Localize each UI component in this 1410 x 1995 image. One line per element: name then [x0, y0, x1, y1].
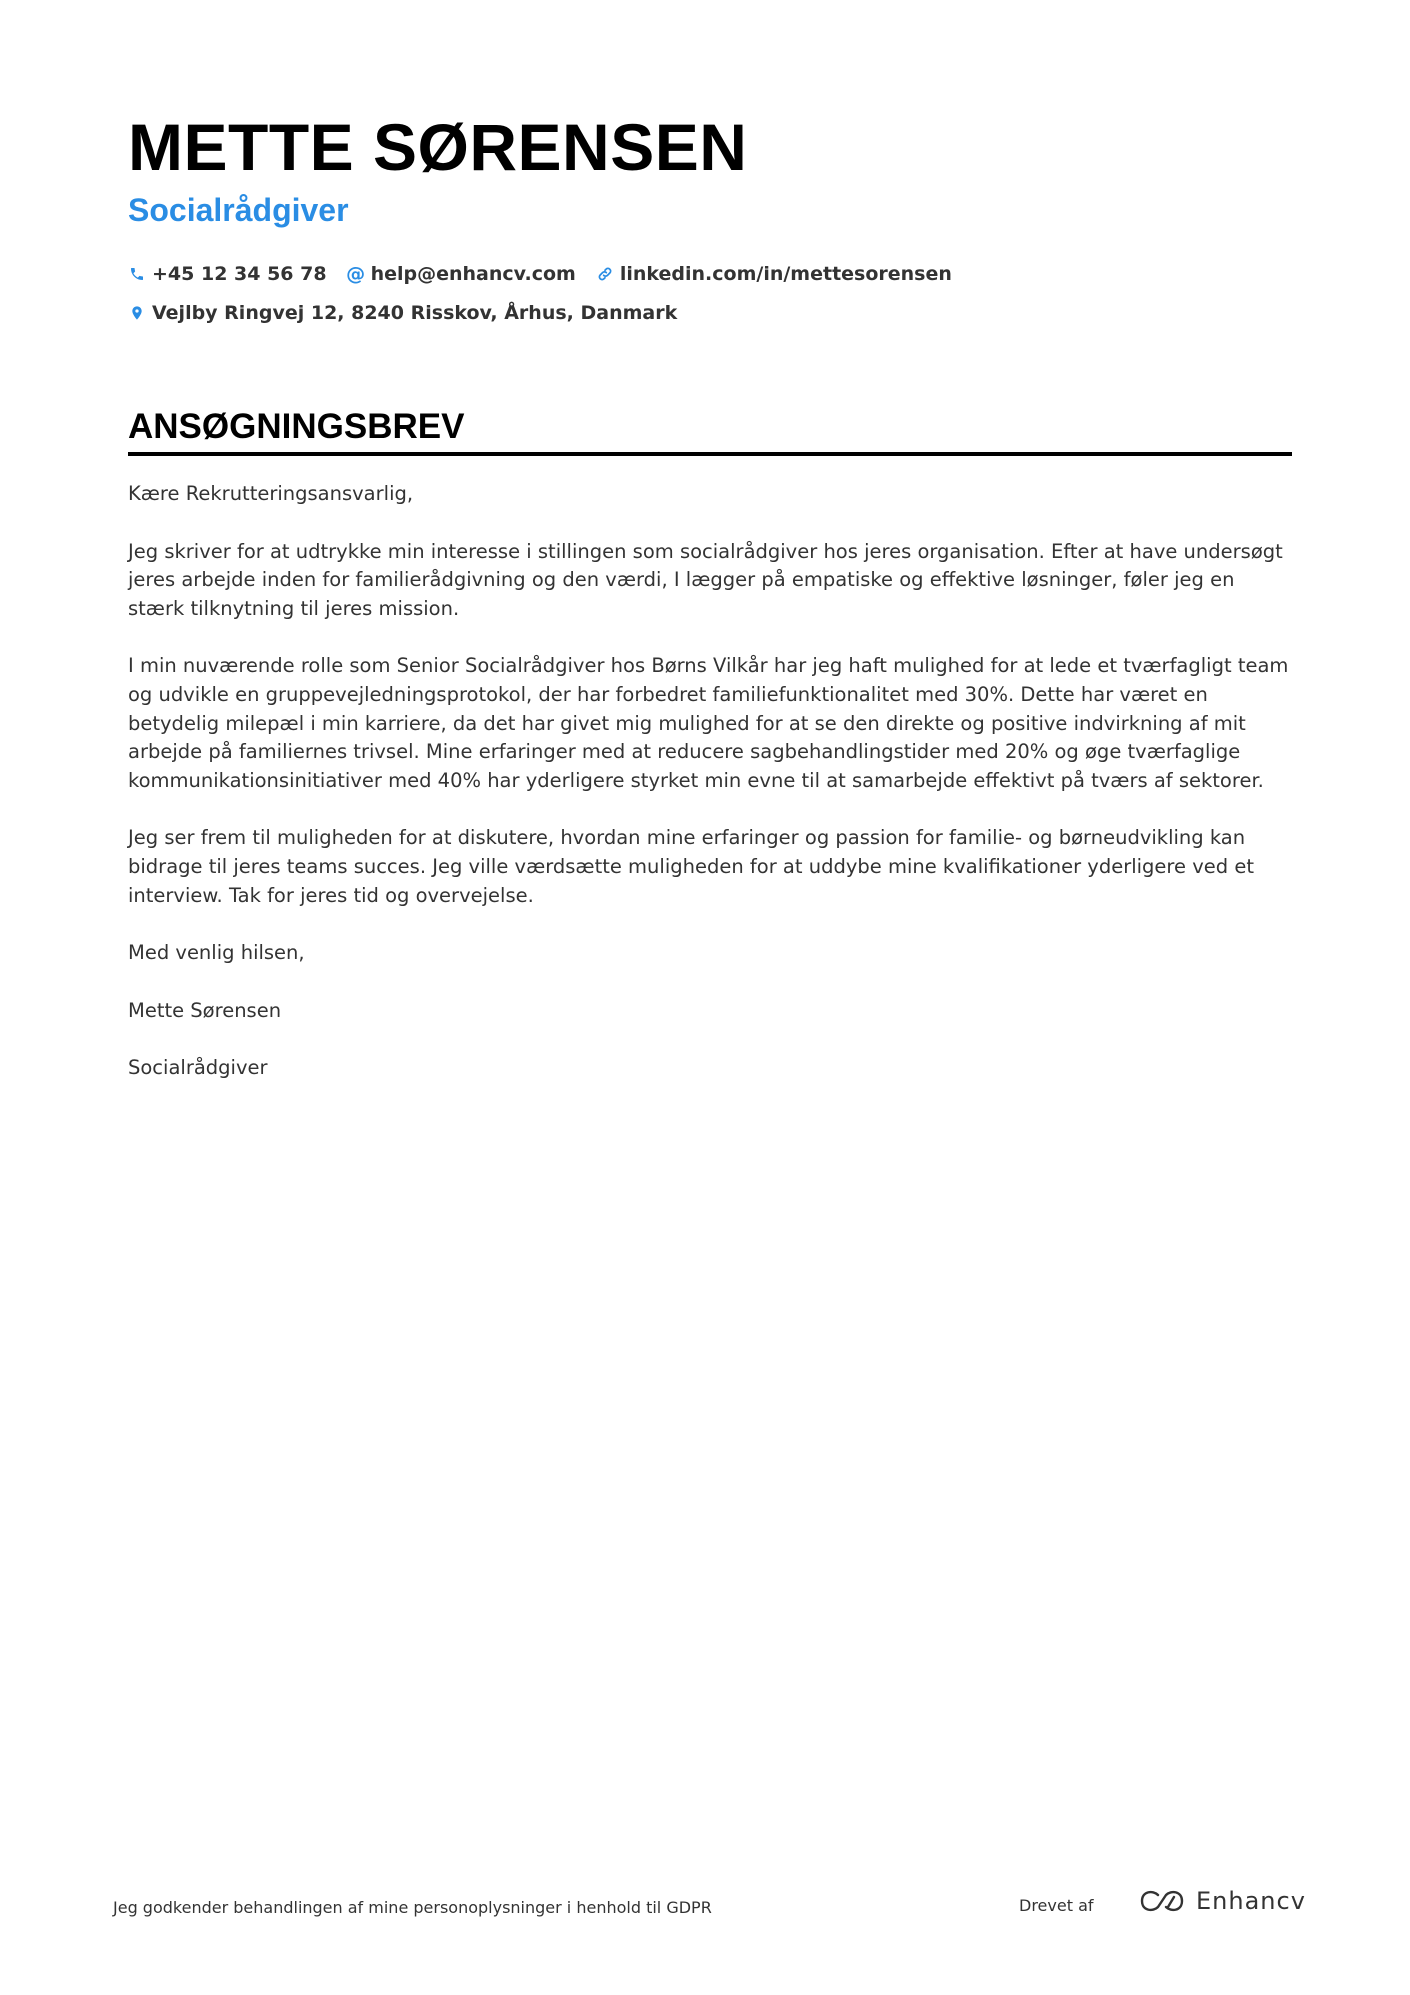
- signature-title: Socialrådgiver: [128, 1056, 268, 1080]
- footer: [113, 1880, 1306, 1930]
- powered-by-label: Drevet af: [1019, 1896, 1094, 1915]
- header: [128, 110, 1292, 332]
- section-title: ANSØGNINGSBREV: [128, 406, 1292, 456]
- phone-icon: [128, 265, 146, 283]
- letter-greeting: Kære Rekrutteringsansvarlig,: [128, 482, 414, 505]
- address: Vejlby Ringvej 12, 8240 Risskov, Århus, Danmark: [152, 301, 678, 324]
- contact-info: [128, 254, 1292, 332]
- phone-number: +45 12 34 56 78: [152, 262, 327, 285]
- job-title: Socialrådgiver: [128, 192, 349, 228]
- letter-paragraph-2: I min nuværende rolle som Senior Socialrådgiver hos Børns Vilkår har jeg haft mulighed for at lede et tværfagligt team og udvikle en gruppevejledningsprotokol, der har forbedret familiefunktionalitet med 30%. Dette har været en betydelig milepæl i min karriere, da det har givet mig mulighed for at se den direkte og positive indvirkning af mit arbejde på familiernes trivsel. Mine erfaringer med at reducere sagbehandlingstider med 20% og øge tværfaglige kommunikationsinitiativer med 40% har yderligere styrket min evne til at samarbejde effektivt på tværs af sektorer.: [128, 654, 1289, 792]
- cover-letter-section: [128, 406, 1292, 1112]
- address-contact: [128, 302, 677, 324]
- phone-contact: [128, 263, 327, 285]
- letter-body: [128, 480, 1292, 1083]
- at-icon: @: [346, 262, 366, 285]
- letter-paragraph-1: Jeg skriver for at udtrykke min interesse i stillingen som socialrådgiver hos jeres organisation. Efter at have undersøgt jeres arbejde inden for familierådgivning og den værdi, I lægger på empatiske og effektive løsninger, føler jeg en stærk tilknytning til jeres mission.: [128, 539, 1283, 620]
- email-contact: [347, 263, 576, 285]
- gdpr-consent: Jeg godkender behandlingen af mine personoplysninger i henhold til GDPR: [113, 1898, 712, 1917]
- link-icon: [596, 265, 614, 283]
- linkedin-url[interactable]: linkedin.com/in/mettesorensen: [619, 262, 952, 285]
- brand-name: Enhancv: [1196, 1887, 1306, 1915]
- email-address[interactable]: help@enhancv.com: [370, 262, 576, 285]
- applicant-name: METTE SØRENSEN: [128, 110, 748, 184]
- brand-logo[interactable]: [1138, 1886, 1306, 1916]
- linkedin-contact: [596, 263, 952, 285]
- enhancv-logo-icon: [1138, 1886, 1186, 1916]
- letter-closing: Med venlig hilsen,: [128, 941, 305, 965]
- letter-paragraph-3: Jeg ser frem til muligheden for at diskutere, hvordan mine erfaringer og passion for familie- og børneudvikling kan bidrage til jeres teams succes. Jeg ville værdsætte muligheden for at uddybe mine kvalifikationer yderligere ved et interview. Tak for jeres tid og overvejelse.: [128, 826, 1254, 907]
- contact-row-1: [128, 254, 1292, 293]
- location-pin-icon: [128, 304, 146, 322]
- contact-row-2: [128, 293, 1292, 332]
- signature-name: Mette Sørensen: [128, 998, 282, 1022]
